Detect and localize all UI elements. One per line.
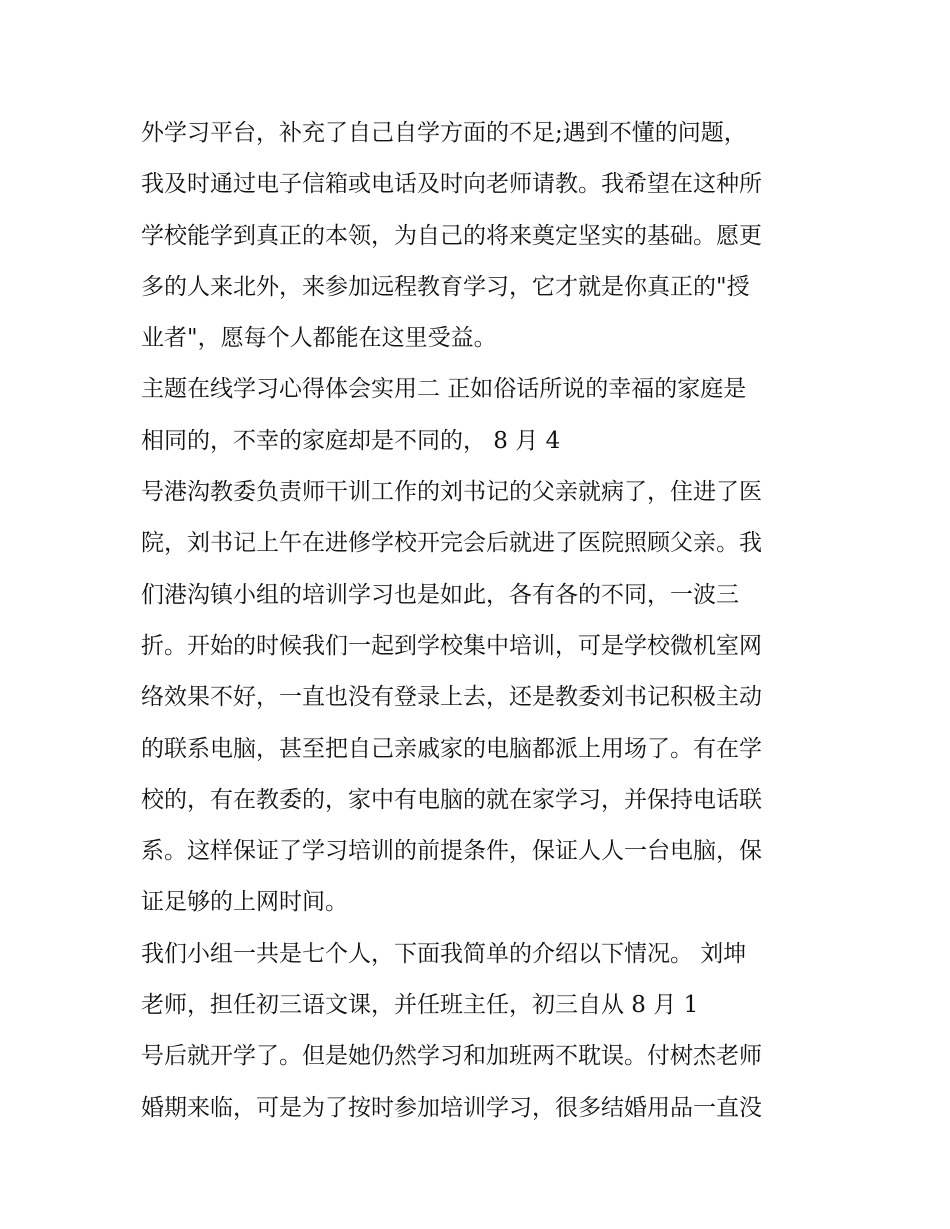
text-line: 业者"，愿每个人都能在这里受益。 <box>141 325 497 352</box>
text-line: 我们小组一共是七个人，下面我简单的介绍以下情况。 刘坤 <box>141 940 747 967</box>
text-line: 相同的，不幸的家庭却是不同的， 8 月 4 <box>141 427 561 454</box>
text-line: 络效果不好，一直也没有登录上去，还是教委刘书记积极主动 <box>141 684 762 711</box>
text-line: 校的，有在教委的，家中有电脑的就在家学习，并保持电话联 <box>141 786 762 813</box>
body-text <box>141 108 821 1134</box>
text-line: 们港沟镇小组的培训学习也是如此，各有各的不同，一波三 <box>141 581 739 608</box>
text-line: 主题在线学习心得体会实用二 正如俗话所说的幸福的家庭是 <box>141 376 747 403</box>
text-line: 系。这样保证了学习培训的前提条件，保证人人一台电脑，保 <box>141 838 762 865</box>
text-line: 外学习平台，补充了自己自学方面的不足;遇到不懂的问题， <box>141 120 747 146</box>
text-line: 的联系电脑，甚至把自己亲戚家的电脑都派上用场了。有在学 <box>141 735 762 762</box>
text-line: 我及时通过电子信箱或电话及时向老师请教。我希望在这种所 <box>141 171 762 198</box>
text-line: 号港沟教委负责师干训工作的刘书记的父亲就病了，住进了医 <box>141 479 762 506</box>
text-line: 折。开始的时候我们一起到学校集中培训，可是学校微机室网 <box>141 632 762 659</box>
text-line: 老师，担任初三语文课，并任班主任，初三自从 8 月 1 <box>141 992 699 1019</box>
text-line: 多的人来北外，来参加远程教育学习，它才就是你真正的"授 <box>141 273 750 300</box>
text-line: 院，刘书记上午在进修学校开完会后就进了医院照顾父亲。我 <box>141 530 762 557</box>
text-line: 证足够的上网时间。 <box>141 889 348 916</box>
text-line: 号后就开学了。但是她仍然学习和加班两不耽误。付树杰老师 <box>141 1043 762 1070</box>
text-line: 婚期来临，可是为了按时参加培训学习，很多结婚用品一直没 <box>141 1094 762 1121</box>
text-line: 学校能学到真正的本领，为自己的将来奠定坚实的基础。愿更 <box>141 222 762 249</box>
